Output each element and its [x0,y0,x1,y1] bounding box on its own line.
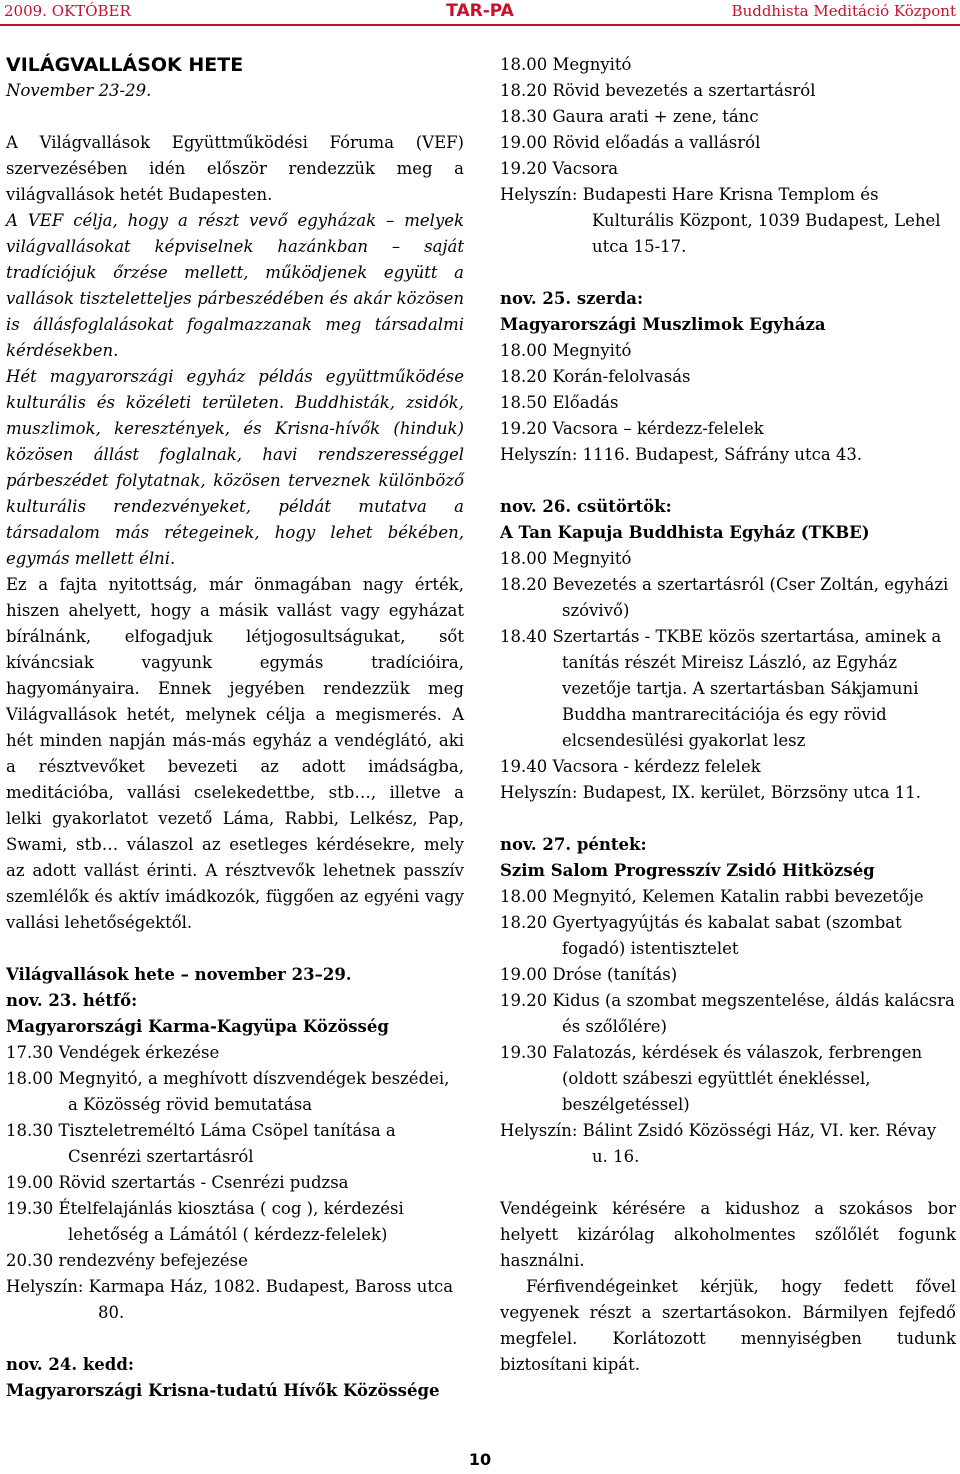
day5-date: nov. 27. péntek: [500,835,647,854]
schedule-item: 18.00 Megnyitó [500,549,632,568]
left-column [6,52,464,1404]
schedule-item: 18.50 Előadás [500,393,619,412]
schedule-item: 18.00 Megnyitó, Kelemen Katalin rabbi bevezetője [500,887,924,906]
schedule-item: 18.20 Gyertyagyújtás és kabalat sabat (szombat fogadó) istentisztelet [500,913,902,958]
schedule-item: 18.00 Megnyitó [500,341,632,360]
header-publication: TAR-PA [446,1,514,21]
schedule-item: 19.20 Vacsora [500,159,619,178]
day3-date: nov. 25. szerda: [500,289,644,308]
header-organization: Buddhista Meditáció Központ [731,2,956,20]
headcover-note: Férfivendégeinket kérjük, hogy fedett fővel vegyenek részt a szertartásokon. Bármilyen fejfedő megfelel. Korlátozott mennyiségben tudunk biztosítani kipát. [500,1277,956,1374]
day2-organizer: Magyarországi Krisna-tudatú Hívők Közössége [6,1381,440,1400]
schedule-item: 19.00 Dróse (tanítás) [500,965,678,984]
schedule-item: 18.20 Korán-felolvasás [500,367,691,386]
cooperation-paragraph: Hét magyarországi egyház példás együttműködése kulturális és közéleti területen. Buddhisták, zsidók, muszlimok, keresztények, és Krisna-hívők (hinduk) közösen állást foglalnak, havi rendszerességgel párbeszédet folytatnak, közösen terveznek különböző kulturális rendezvényeket, példát mutatva a társadalom más rétegeinek, hogy lehet békében, egymás mellett élni. [6,367,464,568]
schedule-item: 17.30 Vendégek érkezése [6,1043,220,1062]
day4-organizer: A Tan Kapuja Buddhista Egyház (TKBE) [500,523,870,542]
day2-date: nov. 24. kedd: [6,1355,134,1374]
day1-venue: Helyszín: Karmapa Ház, 1082. Budapest, Baross utca 80. [6,1277,454,1322]
schedule-item: 18.30 Tiszteletreméltó Láma Csöpel tanítása a Csenrézi szertartásról [6,1121,396,1166]
day3-venue: Helyszín: 1116. Budapest, Sáfrány utca 43. [500,445,863,464]
article-date: November 23-29. [6,81,152,100]
schedule-item: 19.20 Vacsora – kérdezz-felelek [500,419,764,438]
intro-paragraph: A Világvallások Együttműködési Fóruma (VEF) szervezésében idén először rendezzük meg a világvallások hetét Budapesten. [6,133,464,204]
schedule-item: 19.20 Kidus (a szombat megszentelése, áldás kalácsra és szőlőlére) [500,991,955,1036]
schedule-item: 18.00 Megnyitó, a meghívott díszvendégek beszédei, a Közösség rövid bemutatása [6,1069,450,1114]
day4-date: nov. 26. csütörtök: [500,497,672,516]
openness-paragraph: Ez a fajta nyitottság, már önmagában nagy érték, hiszen ahelyett, hogy a másik vallást vagy egyházat bírálnánk, elfogadjuk létjogosultságukat, sőt kíváncsiak vagyunk egymás tradícióira, hagyományaira. Ennek jegyében rendezzük meg Világvallások hetét, melynek célja a megismerés. A hét minden napján más-más egyház a vendéglátó, aki a résztvevőket bevezeti az adott imádságba, meditációba, vallási cselekedettbe, stb…, illetve a lelki gyakorlatot vezető Láma, Rabbi, Lelkész, Pap, Swami, stb… válaszol az esetleges kérdésekre, mely az adott vallást érinti. A résztvevők lehetnek passzív szemlélők és aktív imádkozók, függően az egyéni vagy vallási lehetőségektől. [6,575,464,932]
schedule-item: 19.40 Vacsora - kérdezz felelek [500,757,761,776]
schedule-item: 19.30 Ételfelajánlás kiosztása ( cog ), kérdezési lehetőség a Lámától ( kérdezz-felelek) [6,1199,404,1244]
article-title: VILÁGVALLÁSOK HETE [6,54,244,76]
schedule-item: 19.00 Rövid szertartás - Csenrézi pudzsa [6,1173,349,1192]
page-header [0,0,960,26]
schedule-item: 19.30 Falatozás, kérdések és válaszok, ferbrengen (oldott szábeszi együttlét énekléssel, beszélgetéssel) [500,1043,923,1114]
schedule-item: 18.20 Rövid bevezetés a szertartásról [500,81,816,100]
aim-paragraph: A VEF célja, hogy a részt vevő egyházak – melyek világvallásokat képviselnek hazánkban – saját tradíciójuk őrzése mellett, működjenek együtt a vallások tiszteletteljes párbeszédében és akár közösen is állásfoglalásokat fogalmazzanak meg társadalmi kérdésekben. [6,211,464,360]
day1-date: nov. 23. hétfő: [6,991,138,1010]
week-heading: Világvallások hete – november 23–29. [6,965,352,984]
schedule-item: 20.30 rendezvény befejezése [6,1251,248,1270]
wine-note: Vendégeink kérésére a kidushoz a szokásos bor helyett kizárólag alkoholmentes szőlőlét fogunk használni. [500,1199,956,1270]
day4-venue: Helyszín: Budapest, IX. kerület, Börzsöny utca 11. [500,783,921,802]
day5-venue: Helyszín: Bálint Zsidó Közösségi Ház, VI. ker. Révay u. 16. [500,1121,937,1166]
schedule-item: 18.20 Bevezetés a szertartásról (Cser Zoltán, egyházi szóvivő) [500,575,949,620]
day1-organizer: Magyarországi Karma-Kagyüpa Közösség [6,1017,389,1036]
schedule-item: 18.30 Gaura arati + zene, tánc [500,107,759,126]
day3-organizer: Magyarországi Muszlimok Egyháza [500,315,826,334]
right-column [500,52,956,1378]
schedule-item: 19.00 Rövid előadás a vallásról [500,133,761,152]
page-number: 10 [468,1450,492,1469]
header-date: 2009. OKTÓBER [4,2,131,20]
day2-venue: Helyszín: Budapesti Hare Krisna Templom és Kulturális Központ, 1039 Budapest, Lehel utca 15-17. [500,185,941,256]
schedule-item: 18.40 Szertartás - TKBE közös szertartása, aminek a tanítás részét Mireisz László, az Egyház vezetője tartja. A szertartásban Sákjamuni Buddha mantrarecitációja és egy rövid elcsendesülési gyakorlat lesz [500,627,942,750]
schedule-item: 18.00 Megnyitó [500,55,632,74]
day5-organizer: Szim Salom Progresszív Zsidó Hitközség [500,861,875,880]
